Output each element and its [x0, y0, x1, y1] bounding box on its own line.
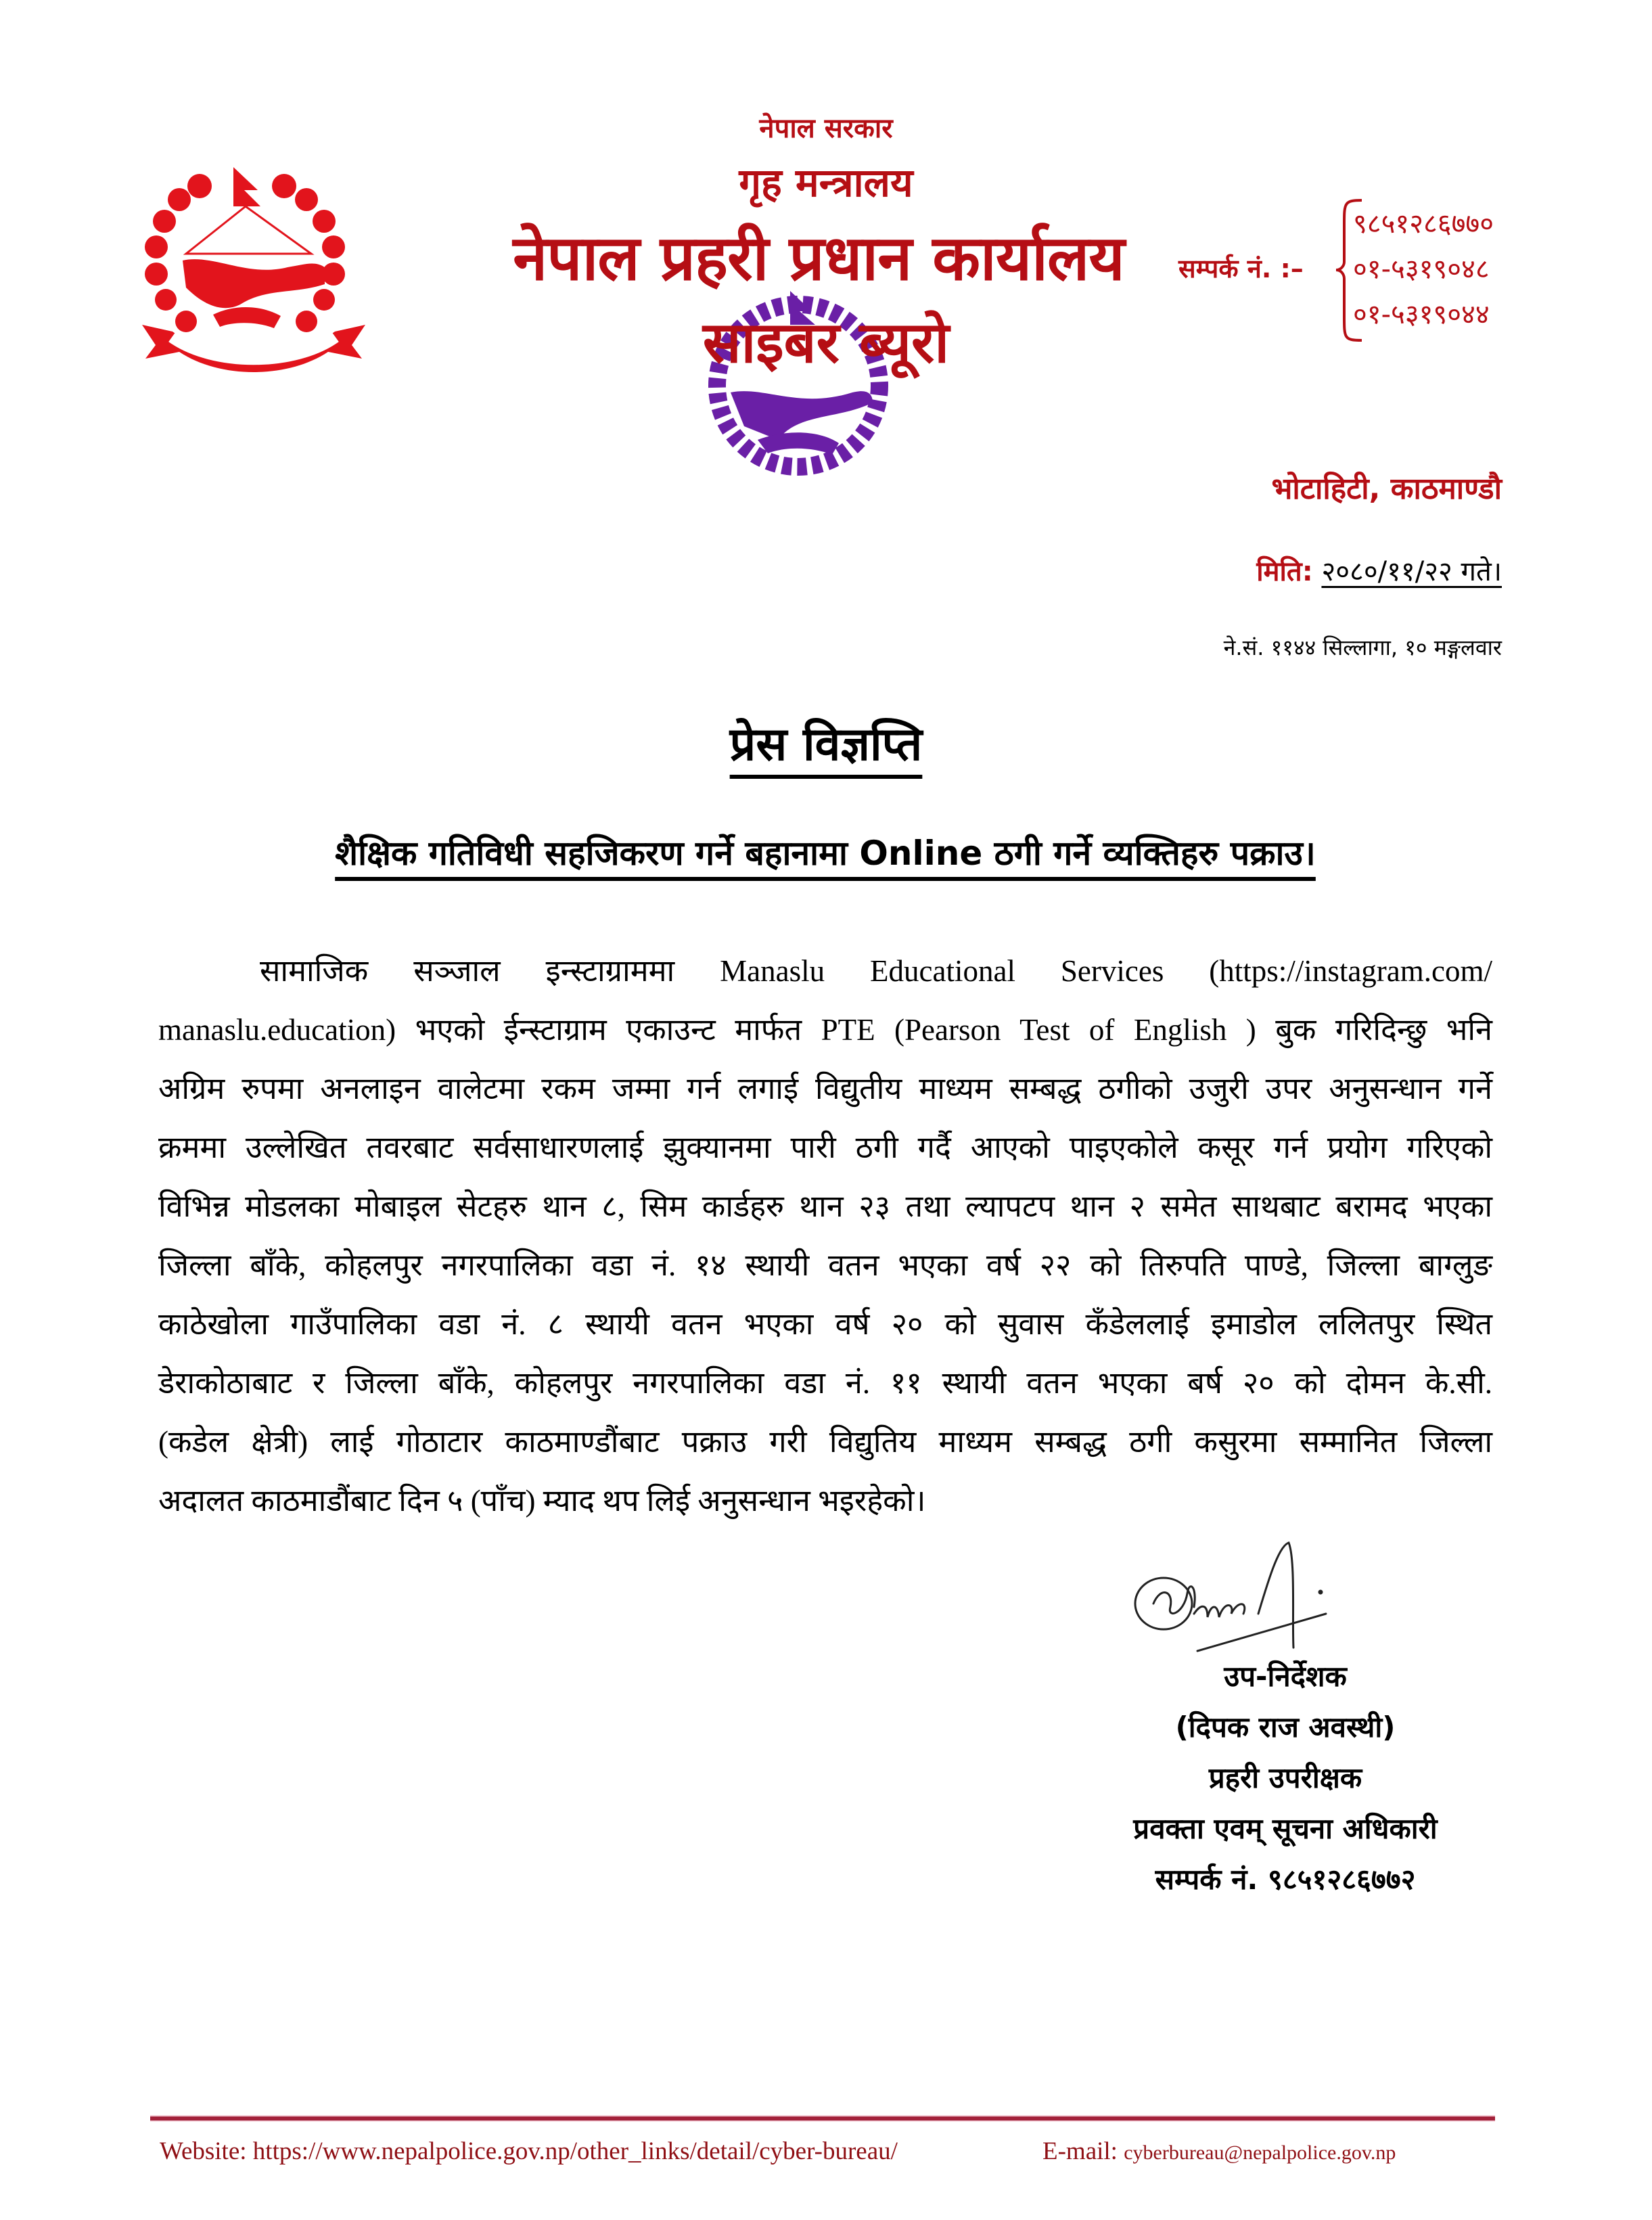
contact-number: ९८५१२८६७७०: [1353, 208, 1494, 240]
body-line: विभिन्न मोडलका मोबाइल सेटहरु थान ८, सिम कार्डहरु थान २३ तथा ल्यापटप थान २ समेत साथबाट बरामद भएका: [158, 1190, 1492, 1223]
press-release-subject: [162, 829, 1488, 875]
body-line: (कडेल क्षेत्री) लाई गोठाटार काठमाण्डौंबाट पक्राउ गरी विद्युतिय माध्यम सम्बद्ध ठगी कसुरमा सम्मानित जिल्ला: [158, 1425, 1492, 1459]
body-line: अग्रिम रुपमा अनलाइन वालेटमा रकम जम्मा गर्न लगाई विद्युतीय माध्यम सम्बद्ध ठगीको उजुरी उपर अनुसन्धान गर्ने: [158, 1072, 1492, 1106]
bureau-name: साइबर ब्यूरो: [702, 309, 950, 376]
body-line: manaslu.education) भएको ईन्स्टाग्राम एकाउन्ट मार्फत PTE (Pearson Test of English ) बुक गरिदिन्छु भनि: [158, 1013, 1492, 1047]
email-label: E-mail:: [1042, 2137, 1118, 2165]
date-label: मिति:: [1256, 556, 1313, 587]
body-line: डेराकोठाबाट र जिल्ला बाँके, कोहलपुर नगरपालिका वडा नं. ११ स्थायी वतन भएका बर्ष २० को दोमन के.सी.: [158, 1366, 1492, 1400]
body-line: जिल्ला बाँके, कोहलपुर नगरपालिका वडा नं. १४ स्थायी वतन भएका वर्ष २२ को तिरुपति पाण्डे, जिल्ला बाग्लुङ: [158, 1248, 1492, 1282]
body-line: काठेखोला गाउँपालिका वडा नं. ८ स्थायी वतन भएका वर्ष २० को सुवास कँडेललाई इमाडोल ललितपुर स्थित: [158, 1307, 1492, 1341]
government-name: नेपाल सरकार: [759, 113, 893, 144]
signatory-block: [981, 1651, 1590, 1905]
body-line: अदालत काठमाडौंबाट दिन ५ (पाँच) म्याद थप लिई अनुसन्धान भइरहेको।: [158, 1484, 926, 1518]
email-block: [1042, 2137, 1396, 2166]
press-release-body: [158, 951, 1492, 1539]
signatory-contact: सम्पर्क नं. ९८५१२८६७७२: [1155, 1863, 1416, 1896]
signatory-role: प्रवक्ता एवम् सूचना अधिकारी: [1133, 1812, 1438, 1845]
contact-number: ०१-५३१९०४८: [1353, 254, 1490, 285]
press-release-title-text: प्रेस विज्ञप्ति: [729, 718, 923, 771]
signatory-rank: प्रहरी उपरीक्षक: [1208, 1761, 1362, 1794]
office-name: नेपाल प्रहरी प्रधान कार्यालय: [513, 222, 1124, 294]
handwritten-signature: [1123, 1539, 1380, 1661]
website-label: Website:: [160, 2137, 247, 2165]
date-value: २०८०/११/२२ गते।: [1321, 556, 1502, 587]
body-line: सामाजिक सञ्जाल इन्स्टाग्राममा Manaslu Educational Services (https://instagram.com/: [260, 954, 1492, 988]
contact-number: ०१-५३१९०४४: [1353, 299, 1490, 330]
footer: [160, 2137, 1499, 2166]
nepal-sambat-date: ने.सं. ११४४ सिल्लागा, १० मङ्गलवार: [1223, 635, 1502, 660]
signatory-name: (दिपक राज अवस्थी): [1175, 1711, 1396, 1744]
office-address: भोटाहिटी, काठमाण्डौ: [1271, 472, 1502, 506]
signatory-designation: उप-निर्देशक: [1224, 1660, 1347, 1693]
mountain-icon: [186, 206, 311, 254]
footer-divider: [150, 2116, 1495, 2121]
press-release-title: [0, 710, 1652, 773]
email-link[interactable]: cyberbureau@nepalpolice.gov.np: [1124, 2142, 1396, 2164]
date-line: [1256, 551, 1502, 589]
press-release-subject-text: शैक्षिक गतिविधी सहजिकरण गर्ने बहानामा Online ठगी गर्ने व्यक्तिहरु पक्राउ।: [335, 834, 1316, 873]
body-line: क्रममा उल्लेखित तवरबाट सर्वसाधारणलाई झुक्यानमा पारी ठगी गर्दै आएको पाइएकोले कसूर गर्न प्रयोग गरिएको: [158, 1131, 1492, 1164]
ministry-name: गृह मन्त्रालय: [739, 160, 913, 206]
contact-label: सम्पर्क नं. :–: [1178, 254, 1304, 284]
website-link[interactable]: https://www.nepalpolice.gov.np/other_links/detail/cyber-bureau/: [252, 2137, 898, 2165]
